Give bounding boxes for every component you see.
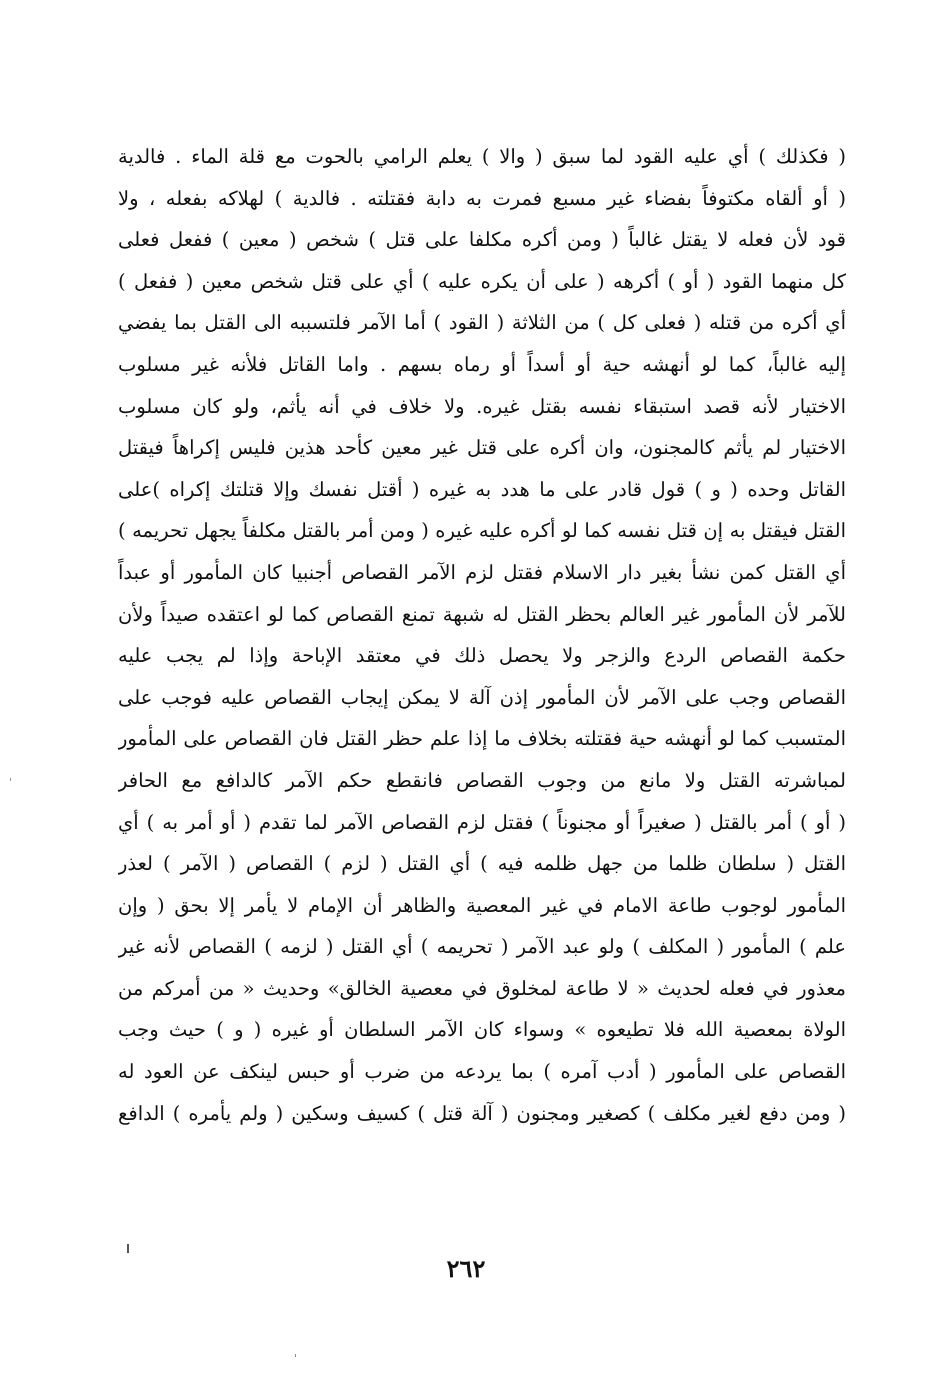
text-line: القتل فيقتل به إن قتل نفسه كما لو أكره عليه غيره ( ومن أمر بالقتل مكلفاً يجهل تحريمه ) (118, 519, 846, 543)
text-line: معذور في فعله لحديث « لا طاعة لمخلوق في معصية الخالق» وحديث « من أمركم من (118, 976, 846, 1000)
text-line: ( أو ) أمر بالقتل ( صغيراً أو مجنوناً ) فقتل لزم القصاص الآمر لما تقدم ( أو أمر به ) أي (118, 810, 846, 834)
text-line: المتسبب كما لو أنهشه حية فقتلته بخلاف ما إذا علم حظر القتل فان القصاص على المأمور (118, 727, 846, 751)
body-text (118, 136, 846, 1134)
text-line: كل منهما القود ( أو ) أكرهه ( على أن يكره عليه ) أي على قتل شخص معين ( ففعل ) (118, 269, 846, 293)
text-line: ( فكذلك ) أي عليه القود لما سبق ( والا ) يعلم الرامي بالحوت مع قلة الماء . فالدية (118, 145, 846, 168)
text-line: القصاص وجب على الآمر لأن المأمور إذن آلة لا يمكن إيجاب القصاص عليه فوجب على (118, 685, 846, 709)
text-line: الولاة بمعصية الله فلا تطيعوه » وسواء كان الآمر السلطان أو غيره ( و ) حيث وجب (118, 1018, 846, 1042)
text-line: أي القتل كمن نشأ بغير دار الاسلام فقتل لزم الآمر القصاص أجنبيا كان المأمور أو عبداً (118, 560, 846, 584)
text-line: إليه غالباً، كما لو أنهشه حية أو أسداً أو رماه بسهم . واما القاتل فلأنه غير مسلوب (118, 352, 846, 376)
text-line: للآمر لأن المأمور غير العالم بحظر القتل له شبهة تمنع القصاص كما لو اعتقده صيداً ولأن (118, 602, 846, 626)
page-number: ٢٦٢ (446, 1254, 486, 1283)
scan-speck (295, 1354, 296, 1357)
text-line: علم ) المأمور ( المكلف ) ولو عبد الآمر ( تحريمه ) أي القتل ( لزمه ) القصاص لأنه غير (118, 935, 846, 959)
text-line: المأمور لوجوب طاعة الامام في غير المعصية والظاهر أن الإمام لا يأمر إلا بحق ( وإن (118, 893, 846, 917)
scan-speck (10, 778, 11, 781)
text-line: القتل ( سلطان ظلما من جهل ظلمه فيه ) أي القتل ( لزم ) القصاص ( الآمر ) لعذر (118, 852, 846, 876)
text-line: القاتل وحده ( و ) قول قادر على ما هدد به غيره ( أقتل نفسك وإلا قتلتك إكراه )على (118, 477, 846, 501)
text-line: ( أو ألقاه مكتوفاً بفضاء غير مسبع فمرت به دابة فقتلته . فالدية ) لهلاكه بفعله ، ولا (118, 186, 846, 210)
text-line: الاختيار لأنه قصد استبقاء نفسه بقتل غيره. ولا خلاف في أنه يأثم، ولو كان مسلوب (118, 394, 846, 418)
text-line: الاختيار لم يأثم كالمجنون، وان أكره على قتل غير معين كأحد هذين فليس إكراهاً فيقتل (118, 436, 846, 460)
text-line: ( ومن دفع لغير مكلف ) كصغير ومجنون ( آلة قتل ) كسيف وسكين ( ولم يأمره ) الدافع (118, 1101, 846, 1125)
scan-speck (127, 1244, 129, 1253)
text-line: القصاص على المأمور ( أدب آمره ) بما يردعه من ضرب أو حبس لينكف عن العود له (118, 1060, 846, 1084)
text-line: حكمة القصاص الردع والزجر ولا يحصل ذلك في معتقد الإباحة وإذا لم يجب عليه (118, 644, 846, 668)
text-line: أي أكره من قتله ( فعلى كل ) من الثلاثة ( القود ) أما الآمر فلتسببه الى القتل بما يفضي (118, 311, 846, 335)
text-line: قود لأن فعله لا يقتل غالباً ( ومن أكره مكلفا على قتل ) شخص ( معين ) ففعل فعلى (118, 228, 846, 252)
text-line: لمباشرته القتل ولا مانع من وجوب القصاص فانقطع حكم الآمر كالدافع مع الحافر (118, 768, 846, 792)
